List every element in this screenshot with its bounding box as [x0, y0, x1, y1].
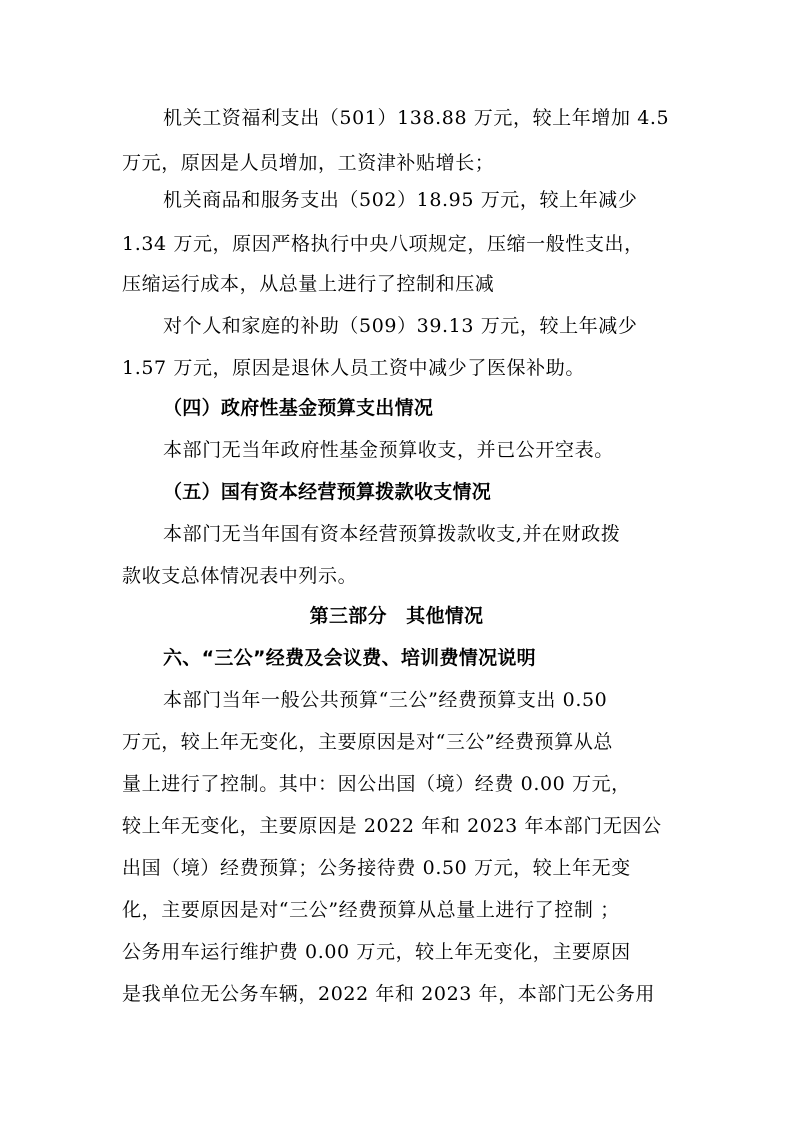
paragraph-line: 万元，较上年无变化，主要原因是对“三公”经费预算从总: [122, 731, 614, 753]
part-title: 第三部分 其他情况: [309, 605, 484, 627]
paragraph-line: 本部门无当年国有资本经营预算拨款收支,并在财政拨: [163, 523, 621, 545]
paragraph-line: 压缩运行成本，从总量上进行了控制和压减: [122, 273, 495, 295]
section-heading: 六、“三公”经费及会议费、培训费情况说明: [163, 647, 536, 669]
paragraph-line: 机关商品和服务支出（502）18.95 万元，较上年减少: [163, 189, 638, 211]
paragraph-line: 化，主要原因是对“三公”经费预算从总量上进行了控制 ；: [122, 899, 620, 921]
paragraph-line: 是我单位无公务车辆，2022 年和 2023 年，本部门无公务用: [122, 983, 656, 1005]
paragraph-line: 量上进行了控制。其中：因公出国（境）经费 0.00 万元，: [122, 773, 631, 795]
paragraph-line: 公务用车运行维护费 0.00 万元，较上年无变化，主要原因: [122, 941, 631, 963]
paragraph-line: 1.57 万元，原因是退休人员工资中减少了医保补助。: [122, 357, 585, 379]
paragraph-line: 款收支总体情况表中列示。: [122, 565, 358, 587]
paragraph-line: 出国（境）经费预算；公务接待费 0.50 万元，较上年无变: [122, 857, 631, 879]
paragraph-line: 本部门无当年政府性基金预算收支，并已公开空表。: [163, 439, 614, 461]
section-heading: （五）国有资本经营预算拨款收支情况: [163, 481, 492, 503]
section-heading: （四）政府性基金预算支出情况: [163, 397, 434, 419]
paragraph-line: 1.34 万元，原因严格执行中央八项规定，压缩一般性支出，: [122, 233, 644, 255]
paragraph-line: 机关工资福利支出（501）138.88 万元，较上年增加 4.5: [163, 107, 670, 129]
paragraph-line: 较上年无变化，主要原因是 2022 年和 2023 年本部门无因公: [122, 815, 662, 837]
paragraph-line: 本部门当年一般公共预算“三公”经费预算支出 0.50: [163, 689, 608, 711]
paragraph-line: 对个人和家庭的补助（509）39.13 万元，较上年减少: [163, 315, 638, 337]
paragraph-line: 万元，原因是人员增加，工资津补贴增长；: [122, 152, 495, 174]
